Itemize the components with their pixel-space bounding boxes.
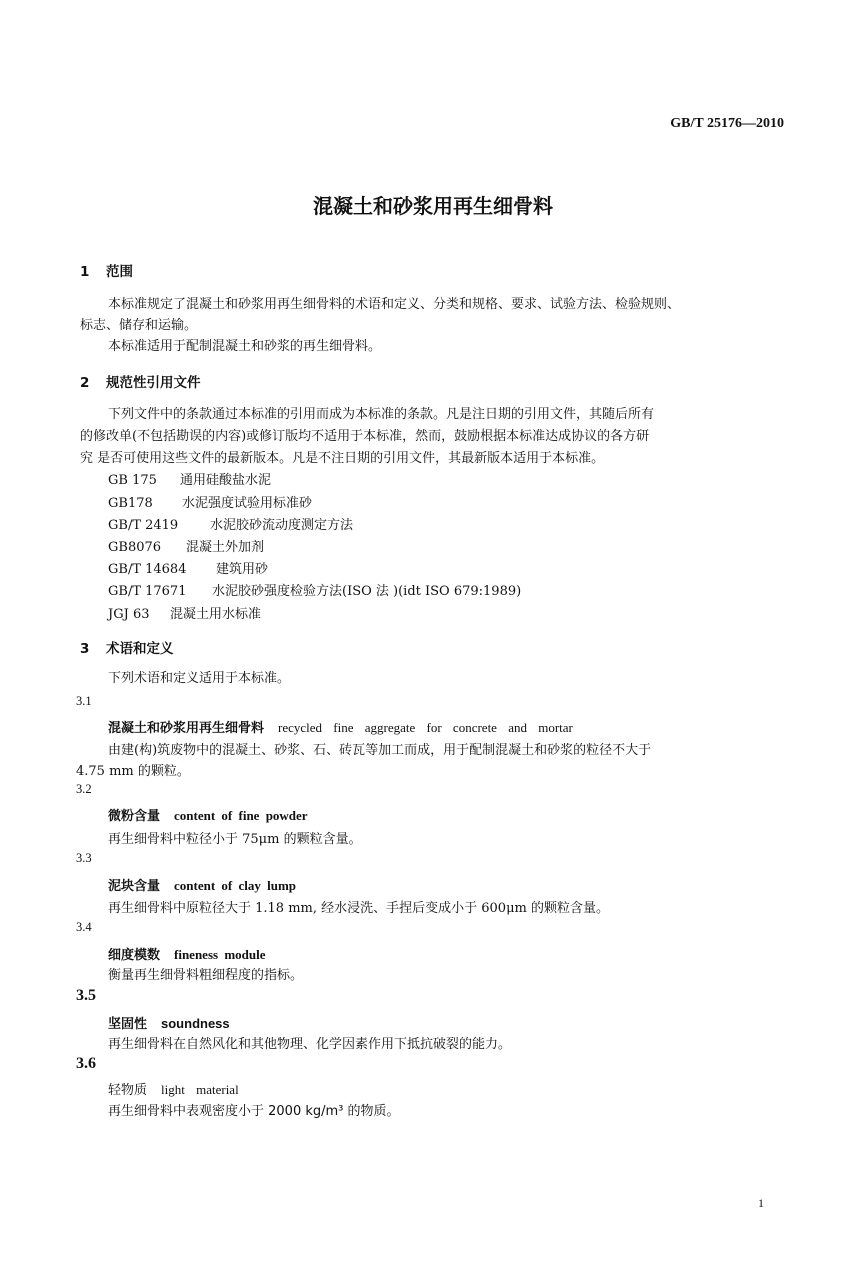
reference-title: 水泥胶砂流动度测定方法 — [210, 518, 354, 533]
term-chinese: 泥块含量 — [108, 879, 161, 894]
section-3-heading — [80, 637, 174, 657]
section-title: 规范性引用文件 — [106, 375, 201, 391]
paragraph-line: 下列文件中的条款通过本标准的引用而成为本标准的条款。凡是注日期的引用文件，其随后所有 — [108, 407, 655, 422]
section-title: 术语和定义 — [106, 641, 174, 657]
reference-code: GB/T 2419 — [108, 518, 179, 533]
term-chinese: 坚固性 — [108, 1017, 148, 1032]
term-definition: 4.75 mm 的颗粒。 — [76, 764, 190, 779]
term-english: recycled fine aggregate for concrete and mortar — [278, 720, 573, 735]
term-definition: 衡量再生细骨料粗细程度的指标。 — [108, 968, 304, 983]
term-heading — [108, 1079, 239, 1098]
section-title: 范围 — [106, 264, 133, 280]
reference-item — [108, 514, 353, 533]
reference-title: 混凝土外加剂 — [186, 540, 265, 555]
term-heading — [108, 1013, 230, 1032]
reference-title: 水泥胶砂强度检验方法(ISO 法 )(idt ISO 679:1989) — [212, 584, 522, 599]
paragraph-line: 究 是否可使用这些文件的最新版本。凡是不注日期的引用文件，其最新版本适用于本标准。 — [80, 451, 605, 466]
paragraph-line: 标志、储存和运输。 — [80, 318, 198, 333]
clause-number: 3.5 — [76, 987, 96, 1004]
term-definition: 再生细骨料中粒径小于 75μm 的颗粒含量。 — [108, 832, 362, 847]
term-heading — [108, 944, 266, 963]
term-english: content of fine powder — [174, 808, 308, 823]
reference-item — [108, 469, 271, 488]
reference-code: JGJ 63 — [108, 607, 150, 622]
term-chinese: 微粉含量 — [108, 809, 161, 824]
reference-item — [108, 558, 268, 577]
reference-title: 建筑用砂 — [216, 562, 269, 577]
reference-item — [108, 603, 261, 622]
paragraph-line: 本标准适用于配制混凝土和砂浆的再生细骨料。 — [108, 339, 382, 354]
clause-number: 3.1 — [76, 694, 92, 708]
term-heading — [108, 805, 308, 824]
document-title: 混凝土和砂浆用再生细骨料 — [313, 194, 553, 218]
clause-number: 3.3 — [76, 851, 92, 865]
term-definition: 由建(构)筑废物中的混凝土、砂浆、石、砖瓦等加工而成，用于配制混凝土和砂浆的粒径不大于 — [108, 743, 652, 758]
reference-item — [108, 536, 264, 555]
reference-code: GB 175 — [108, 473, 157, 488]
term-definition: 再生细骨料中原粒径大于 1.18 mm, 经水浸洗、手捏后变成小于 600μm 的颗粒含量。 — [108, 901, 609, 916]
clause-number: 3.4 — [76, 920, 92, 934]
reference-code: GB/T 14684 — [108, 562, 187, 577]
paragraph-line: 下列术语和定义适用于本标准。 — [108, 671, 291, 686]
term-english: light material — [161, 1082, 239, 1097]
term-heading — [108, 717, 573, 736]
clause-number: 3.2 — [76, 782, 92, 796]
section-number: 3 — [80, 641, 90, 657]
clause-number: 3.6 — [76, 1055, 96, 1072]
term-definition: 再生细骨料中表观密度小于 2000 kg/m³ 的物质。 — [108, 1104, 400, 1119]
reference-code: GB178 — [108, 496, 153, 511]
page-number: 1 — [758, 1196, 764, 1210]
section-number: 1 — [80, 264, 90, 280]
term-heading — [108, 875, 296, 894]
term-chinese: 轻物质 — [108, 1083, 148, 1098]
reference-title: 混凝土用水标准 — [170, 607, 262, 622]
reference-code: GB/T 17671 — [108, 584, 187, 599]
reference-item — [108, 492, 312, 511]
term-chinese: 细度模数 — [108, 948, 161, 963]
reference-title: 水泥强度试验用标准砂 — [182, 496, 313, 511]
term-english: content of clay lump — [174, 878, 297, 893]
section-2-heading — [80, 371, 201, 391]
section-1-heading — [80, 260, 133, 280]
term-english: fineness module — [174, 947, 266, 962]
paragraph-line: 的修改单(不包括勘误的内容)或修订版均不适用于本标准，然而，鼓励根据本标准达成协议的各方研 — [80, 429, 650, 444]
term-definition: 再生细骨料在自然风化和其他物理、化学因素作用下抵抗破裂的能力。 — [108, 1037, 512, 1052]
section-number: 2 — [80, 375, 90, 391]
term-english: soundness — [161, 1016, 230, 1031]
reference-item — [108, 580, 521, 599]
reference-title: 通用硅酸盐水泥 — [180, 473, 272, 488]
standard-number: GB/T 25176—2010 — [670, 116, 784, 131]
paragraph-line: 本标准规定了混凝土和砂浆用再生细骨料的术语和定义、分类和规格、要求、试验方法、检验规则、 — [108, 297, 681, 312]
reference-code: GB8076 — [108, 540, 162, 555]
term-chinese: 混凝土和砂浆用再生细骨料 — [108, 721, 265, 736]
